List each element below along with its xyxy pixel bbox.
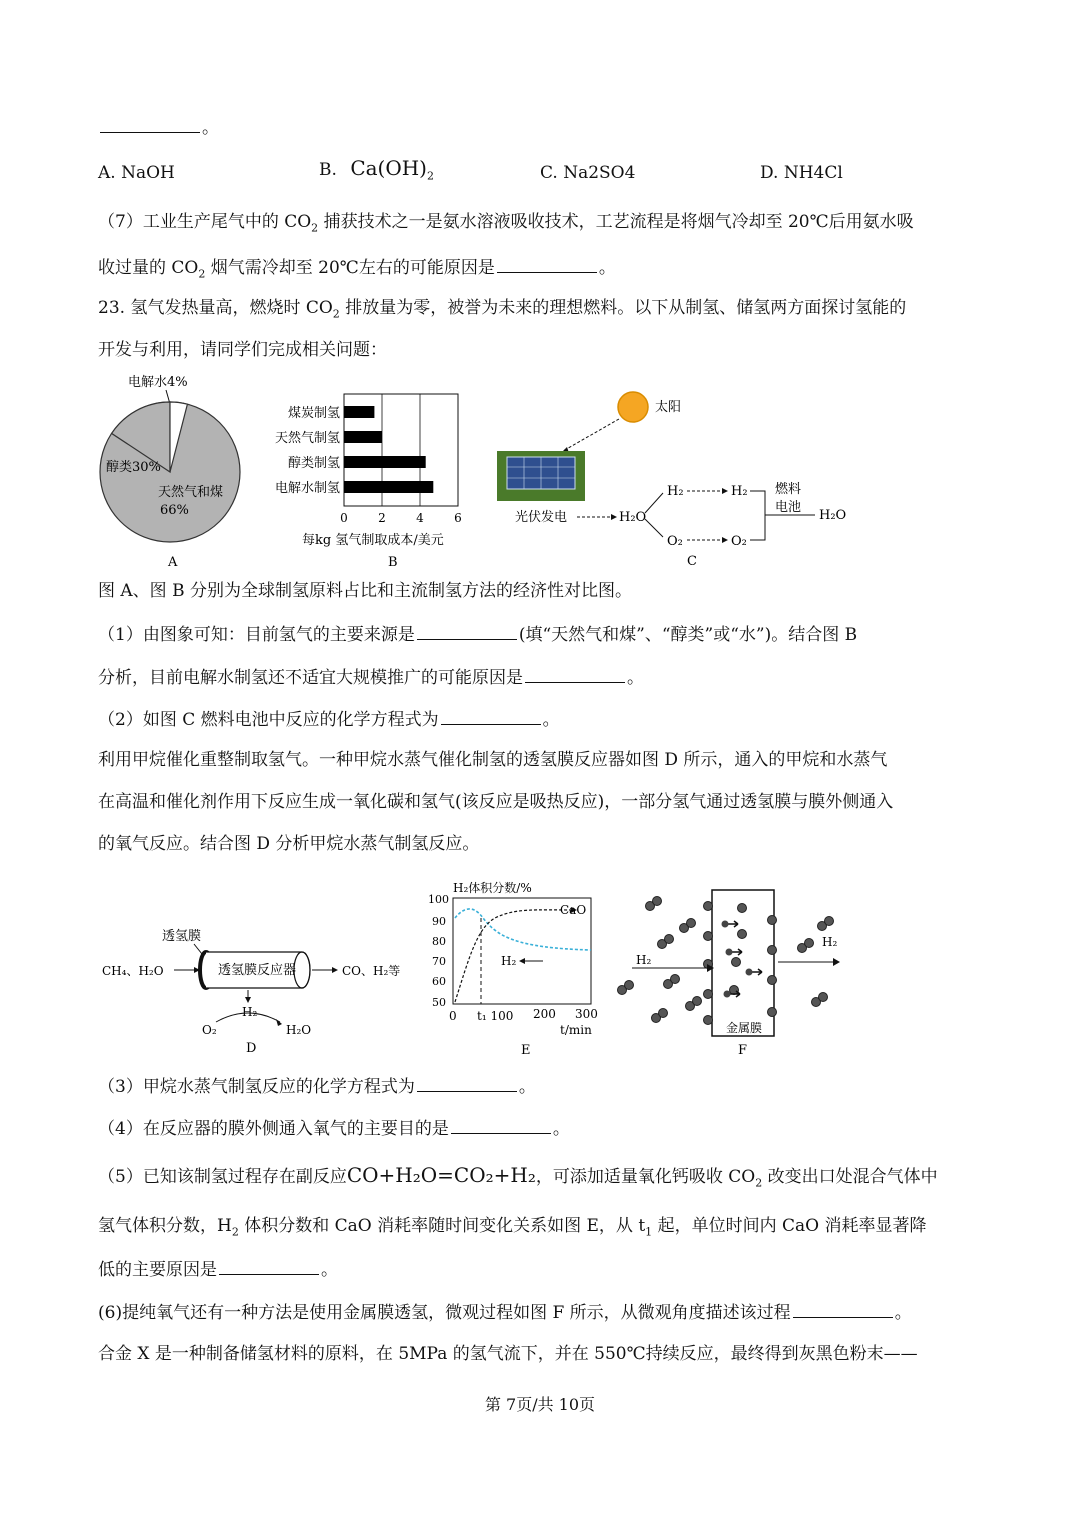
bar-category: 电解水制氢 [274,481,340,496]
bar-xtick: 6 [454,511,462,525]
option-b[interactable]: B. $Ca(OH)_2$ [319,156,434,183]
bar-xtick: 4 [416,511,424,525]
h-atom [726,949,733,956]
pie-label-alcohol: 醇类30% [106,460,161,475]
metal-atom [768,976,777,985]
h2-molecule [825,917,834,926]
f-h2-out: H₂ [822,935,838,949]
e-cao-label: CaO [560,903,587,917]
e-ytick: 60 [432,975,446,988]
metal-atom [704,1016,713,1025]
o2-a: O₂ [667,534,683,549]
metal-atom [738,904,747,913]
option-c[interactable]: C. Na2SO4 [540,163,636,183]
e-h2-label: H₂ [501,954,517,968]
h2-molecule [819,993,828,1002]
h2-molecule [693,997,702,1006]
e-xtick: t₁ 100 [477,1009,514,1023]
h2-a: H₂ [667,484,684,499]
answer-blank[interactable] [441,706,541,725]
e-ytick: 80 [432,935,446,948]
metal-atom [704,932,713,941]
h2o-in: H₂O [619,510,647,525]
reactor-input: CH₄、H₂O [102,964,164,978]
answer-blank[interactable] [219,1256,319,1275]
h2o-product: H₂O [286,1023,312,1037]
membrane-label: 透氢膜 [162,929,202,944]
figure-e-chart [425,878,605,1060]
bar-xtick: 0 [340,511,348,525]
fuel-cell-1: 燃料 [775,482,802,497]
q5-line1: （5）已知该制氢过程存在副反应CO+H₂O=CO₂+H₂，可添加适量氧化钙吸收 $CO_2$ 改变出口处混合气体中 [98,1163,938,1190]
bar-2 [344,456,426,468]
h-atom [722,921,729,928]
o2-b: O₂ [731,534,747,549]
page-footer: 第 7页/共 10页 [484,1395,596,1414]
e-ylabel: H₂体积分数/% [453,881,532,895]
e-ytick: 100 [428,893,449,906]
metal-atom [768,1008,777,1017]
option-a[interactable]: A. NaOH [98,163,175,183]
para-line1: 利用甲烷催化重整制取氢气。一种甲烷水蒸气催化制氢的透氢膜反应器如图 D 所示，通入的甲烷和水蒸气 [98,750,888,770]
q2-line: （2）如图 C 燃料电池中反应的化学方程式为 。 [98,706,560,732]
e-xlabel: t/min [560,1023,592,1037]
reactor-output: CO、H₂等 [342,964,401,978]
answer-blank[interactable] [417,1073,517,1092]
figure-c-label: C [687,554,697,569]
sun-icon [618,392,648,422]
f-membrane-label: 金属膜 [726,1021,763,1035]
q23-line1: 23. 氢气发热量高，燃烧时 $CO_2$ 排放量为零，被誉为未来的理想燃料。以下从制氢、储氢两方面探讨氢能的 [98,298,907,321]
figure-caption: 图 A、图 B 分别为全球制氢原料占比和主流制氢方法的经济性对比图。 [98,581,632,601]
h2-b: H₂ [731,484,748,499]
answer-blank[interactable] [497,254,597,273]
figure-b-bar [258,388,473,573]
q23-line2: 开发与利用，请同学们完成相关问题： [98,340,387,360]
answer-blank[interactable] [793,1299,893,1318]
metal-atom [738,930,747,939]
last-line: 合金 X 是一种制备储氢材料的原料，在 5MPa 的氢气流下，并在 550℃持续反应，最终得到灰黑色粉末—— [98,1344,918,1364]
metal-atom [768,916,777,925]
answer-blank[interactable] [417,621,517,640]
q7-line2: 收过量的 $CO_2$ 烟气需冷却至 20℃左右的可能原因是 。 [98,254,616,286]
figure-b-label: B [388,555,398,570]
e-xtick: 200 [533,1007,556,1021]
option-d[interactable]: D. NH4Cl [760,163,843,183]
h2-out: H₂ [242,1005,258,1019]
q4-line: （4）在反应器的膜外侧通入氧气的主要目的是 。 [98,1115,570,1141]
metal-atom [768,946,777,955]
figure-e-label: E [521,1043,531,1058]
fuel-cell-2: 电池 [775,500,802,515]
answer-blank[interactable] [100,114,200,133]
e-ytick: 50 [432,996,446,1009]
h-atom [746,969,753,976]
e-xtick: 0 [449,1009,457,1023]
figure-d-label: D [246,1041,257,1056]
o2-in: O₂ [202,1023,217,1037]
answer-blank[interactable] [525,664,625,683]
q3-line: （3）甲烷水蒸气制氢反应的化学方程式为 。 [98,1073,536,1099]
metal-atom [704,902,713,911]
h2-molecule [671,975,680,984]
e-xtick: 300 [575,1007,598,1021]
bar-category: 醇类制氢 [287,456,340,471]
h2-molecule [659,1009,668,1018]
answer-blank[interactable] [451,1115,551,1134]
q5-line2: 氢气体积分数，$H_2$ 体积分数和 CaO 消耗率随时间变化关系如图 E，从 $t_1$ 起，单位时间内 CaO 消耗率显著降 [98,1216,927,1239]
figure-f-label: F [738,1043,748,1058]
bar-category: 煤炭制氢 [287,406,340,421]
bar-1 [344,431,382,443]
metal-atom [730,986,739,995]
para-line2: 在高温和催化剂作用下反应生成一氧化碳和氢气(该反应是吸热反应)，一部分氢气通过透氢膜与膜外侧通入 [98,792,894,812]
pie-label-water: 电解水4% [128,375,188,390]
sun-label: 太阳 [655,400,682,415]
h2-molecule [665,935,674,944]
figure-a-label: A [168,555,178,570]
bar-3 [344,481,433,493]
h2-molecule [687,919,696,928]
q6-line: (6)提纯氧气还有一种方法是使用金属膜透氢，微观过程如图 F 所示，从微观角度描述该过程 。 [98,1299,912,1325]
pie-label-gas: 天然气和煤 [158,485,224,500]
top-line: 。 [98,114,219,140]
bar-0 [344,406,374,418]
h2o-out: H₂O [819,508,847,523]
h2-molecule [805,939,814,948]
bar-xtick: 2 [378,511,386,525]
figure-d-reactor [98,918,418,1058]
metal-atom [704,990,713,999]
h2-molecule [653,897,662,906]
h-atom [724,991,731,998]
h2-molecule [625,981,634,990]
metal-atom [732,958,741,967]
q1-line2: 分析，目前电解水制氢还不适宜大规模推广的可能原因是 。 [98,664,644,690]
bar-category: 天然气制氢 [274,431,340,446]
q7-line1: （7）工业生产尾气中的 $CO_2$ 捕获技术之一是氨水溶液吸收技术，工艺流程是将烟气冷却至 20℃后用氨水吸 [98,212,914,235]
para-line3: 的氧气反应。结合图 D 分析甲烷水蒸气制氢反应。 [98,834,480,854]
q1-line1: （1）由图象可知：目前氢气的主要来源是 (填“天然气和煤”、“醇类”或“水”)。结合图 B [98,621,857,647]
reactor-label: 透氢膜反应器 [218,963,297,978]
e-ytick: 90 [432,915,446,928]
figure-b-xlabel: 每kg 氢气制取成本/美元 [302,533,444,548]
pv-label: 光伏发电 [515,510,568,525]
f-h2-in: H₂ [636,953,652,967]
pie-label-gas-pct: 66% [160,503,189,518]
figure-f-membrane [612,884,852,1060]
figure-a-pie [98,368,248,573]
e-ytick: 70 [432,955,446,968]
figure-c-diagram [495,385,865,570]
q5-line3: 低的主要原因是 。 [98,1256,338,1282]
